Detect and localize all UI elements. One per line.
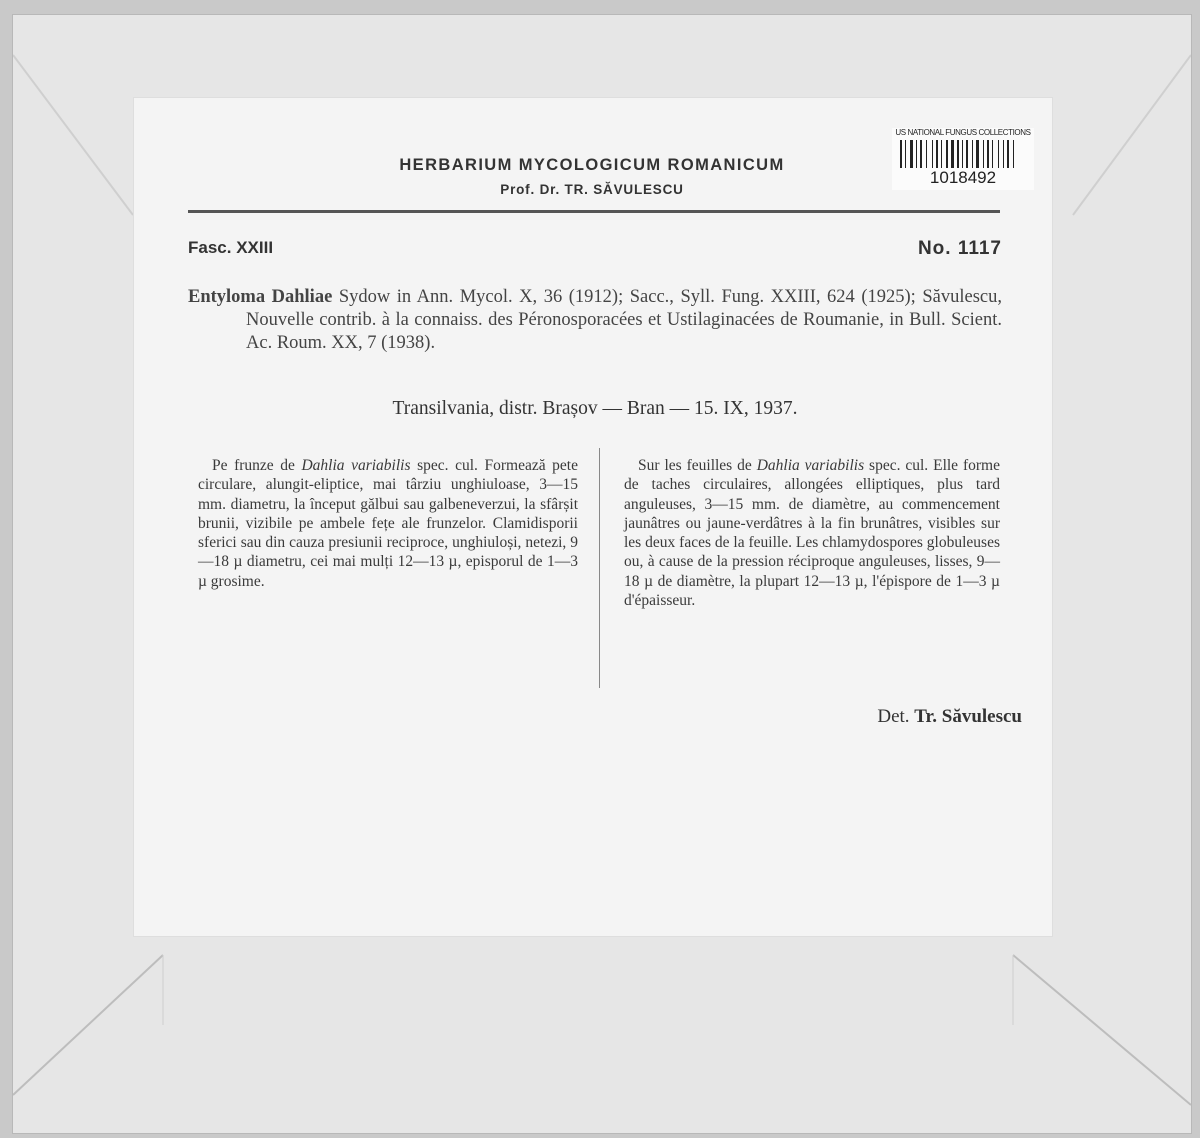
column-divider — [599, 448, 600, 688]
ro-host-name: Dahlia variabilis — [301, 457, 411, 474]
ro-lead: Pe frunze de — [212, 457, 302, 474]
taxon-citation — [188, 286, 1002, 355]
det-name: Tr. Săvulescu — [914, 706, 1022, 727]
citation-text: Sydow in Ann. Mycol. X, 36 (1912); Sacc., Syll. Fung. XXIII, 624 (1925); Săvulescu, Nouvelle contrib. à la connaiss. des Péronosporacées et Ustilaginacées de Roumanie, in Bull. Scient. Ac. Roum. XX, 7 (1938). — [246, 287, 1002, 353]
ro-description: spec. cul. Formează pete circulare, alungit-eliptice, mai târziu unghiuloase, 3—15 mm. diametru, la început gălbui sau galbeneverzui, la sfârșit brunii, vizibile pe ambele fețe ale frunzelor. Clamidisporii sferici sau din cauza presiunii reciproce, unghiuloși, netezi, 9—18 µ diametru, cei mai mulți 12—13 µ, episporul de 1—3 µ grosime. — [198, 457, 578, 590]
specimen-label — [133, 97, 1053, 937]
fascicle-label: Fasc. XXIII — [188, 238, 274, 257]
herbarium-subtitle: Prof. Dr. TR. SĂVULESCU — [500, 182, 684, 197]
fr-host-name: Dahlia variabilis — [756, 457, 865, 474]
barcode-org-label: US NATIONAL FUNGUS COLLECTIONS — [895, 128, 1031, 137]
fr-lead: Sur les feuilles de — [638, 457, 757, 474]
collection-locality: Transilvania, distr. Brașov — Bran — 15. IX, 1937. — [392, 398, 798, 419]
barcode-icon — [900, 140, 1028, 168]
species-name: Entyloma Dahliae — [188, 287, 333, 307]
herbarium-title: HERBARIUM MYCOLOGICUM ROMANICUM — [399, 156, 785, 174]
header-rule — [188, 210, 1000, 213]
det-prefix: Det. — [877, 706, 910, 727]
description-romanian — [198, 456, 578, 591]
determiner-line — [877, 706, 1022, 728]
description-french — [624, 456, 1000, 610]
herbarium-envelope — [12, 14, 1192, 1134]
fr-description: spec. cul. Elle forme de taches circulaires, allongées elliptiques, plus tard anguleuses, 3—15 mm. de diamètre, au commencement jaunâtres ou jaune-verdâtres à la fin brunâtres, visibles sur les deux faces de la feuille. Les chlamydospores globuleuses ou, à cause de la pression réciproque anguleuses, lisses, 9—18 µ de diamètre, la plupart 12—13 µ, l'épispore de 1—3 µ d'épaisseur. — [624, 457, 1000, 610]
barcode-number: 1018492 — [929, 168, 997, 187]
barcode-sticker — [892, 128, 1034, 190]
specimen-number: No. 1117 — [917, 238, 1002, 259]
